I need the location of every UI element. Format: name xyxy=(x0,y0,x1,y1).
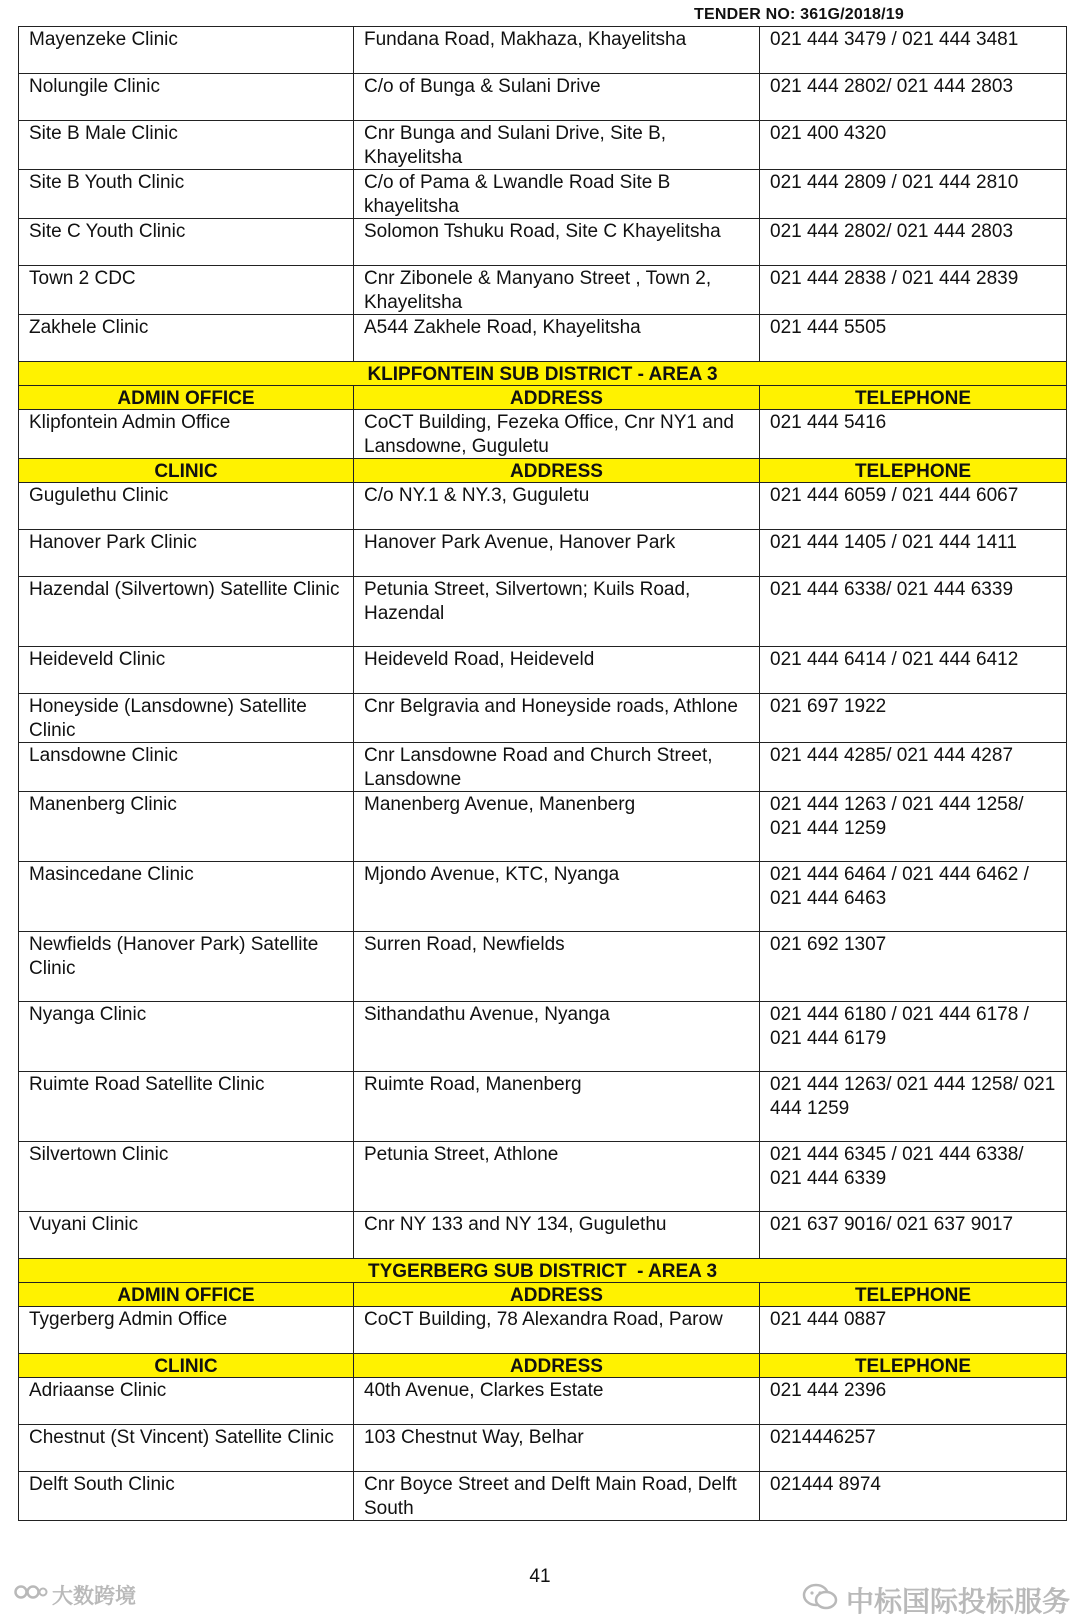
table-row xyxy=(19,1378,1067,1425)
table-row xyxy=(19,1212,1067,1259)
telephone-cell: 021 444 2838 / 021 444 2839 xyxy=(760,266,1067,315)
logo-icon xyxy=(14,1582,48,1608)
telephone-cell: 021 444 2802/ 021 444 2803 xyxy=(760,74,1067,121)
table-row xyxy=(19,932,1067,1002)
telephone-cell: 021 444 6345 / 021 444 6338/ 021 444 6339 xyxy=(760,1142,1067,1212)
address-cell: A544 Zakhele Road, Khayelitsha xyxy=(354,315,760,362)
table-row xyxy=(19,410,1067,459)
telephone-cell: 021 697 1922 xyxy=(760,694,1067,743)
clinic-name-cell: Nyanga Clinic xyxy=(19,1002,354,1072)
column-header: TELEPHONE xyxy=(760,459,1067,483)
table-row xyxy=(19,121,1067,170)
watermark-right xyxy=(802,1580,1070,1620)
clinic-name-cell: Klipfontein Admin Office xyxy=(19,410,354,459)
address-cell: C/o of Bunga & Sulani Drive xyxy=(354,74,760,121)
address-cell: 40th Avenue, Clarkes Estate xyxy=(354,1378,760,1425)
column-header: CLINIC xyxy=(19,459,354,483)
address-cell: CoCT Building, Fezeka Office, Cnr NY1 and Lansdowne, Guguletu xyxy=(354,410,760,459)
clinic-name-cell: Lansdowne Clinic xyxy=(19,743,354,792)
address-cell: Ruimte Road, Manenberg xyxy=(354,1072,760,1142)
telephone-cell: 021 444 6180 / 021 444 6178 / 021 444 6179 xyxy=(760,1002,1067,1072)
table-row xyxy=(19,647,1067,694)
clinic-table xyxy=(18,26,1067,1521)
header-row xyxy=(19,386,1067,410)
table-row xyxy=(19,1002,1067,1072)
telephone-cell: 021 400 4320 xyxy=(760,121,1067,170)
watermark-left xyxy=(14,1580,136,1610)
address-cell: Petunia Street, Silvertown; Kuils Road, Hazendal xyxy=(354,577,760,647)
section-title: TYGERBERG SUB DISTRICT - AREA 3 xyxy=(19,1259,1067,1283)
telephone-cell: 021 444 1405 / 021 444 1411 xyxy=(760,530,1067,577)
telephone-cell: 021 444 2809 / 021 444 2810 xyxy=(760,170,1067,219)
telephone-cell: 021 444 1263 / 021 444 1258/ 021 444 1259 xyxy=(760,792,1067,862)
telephone-cell: 021 444 2802/ 021 444 2803 xyxy=(760,219,1067,266)
clinic-name-cell: Site C Youth Clinic xyxy=(19,219,354,266)
address-cell: CoCT Building, 78 Alexandra Road, Parow xyxy=(354,1307,760,1354)
address-cell: Mjondo Avenue, KTC, Nyanga xyxy=(354,862,760,932)
telephone-cell: 021 444 5416 xyxy=(760,410,1067,459)
telephone-cell: 021 444 6414 / 021 444 6412 xyxy=(760,647,1067,694)
table-row xyxy=(19,1472,1067,1521)
clinic-name-cell: Ruimte Road Satellite Clinic xyxy=(19,1072,354,1142)
table-row xyxy=(19,1425,1067,1472)
address-cell: C/o of Pama & Lwandle Road Site B khayelitsha xyxy=(354,170,760,219)
clinic-name-cell: Tygerberg Admin Office xyxy=(19,1307,354,1354)
clinic-name-cell: Site B Youth Clinic xyxy=(19,170,354,219)
clinic-name-cell: Hanover Park Clinic xyxy=(19,530,354,577)
table-row xyxy=(19,1072,1067,1142)
telephone-cell: 021 444 5505 xyxy=(760,315,1067,362)
column-header: ADDRESS xyxy=(354,459,760,483)
clinic-name-cell: Silvertown Clinic xyxy=(19,1142,354,1212)
column-header: TELEPHONE xyxy=(760,386,1067,410)
clinic-name-cell: Zakhele Clinic xyxy=(19,315,354,362)
clinic-name-cell: Nolungile Clinic xyxy=(19,74,354,121)
telephone-cell: 021 444 3479 / 021 444 3481 xyxy=(760,27,1067,74)
telephone-cell: 021 444 1263/ 021 444 1258/ 021 444 1259 xyxy=(760,1072,1067,1142)
clinic-name-cell: Manenberg Clinic xyxy=(19,792,354,862)
column-header: ADMIN OFFICE xyxy=(19,1283,354,1307)
column-header: TELEPHONE xyxy=(760,1354,1067,1378)
column-header: ADMIN OFFICE xyxy=(19,386,354,410)
wechat-icon xyxy=(802,1583,838,1618)
address-cell: 103 Chestnut Way, Belhar xyxy=(354,1425,760,1472)
clinic-name-cell: Town 2 CDC xyxy=(19,266,354,315)
address-cell: Surren Road, Newfields xyxy=(354,932,760,1002)
clinic-name-cell: Delft South Clinic xyxy=(19,1472,354,1521)
section-title: KLIPFONTEIN SUB DISTRICT - AREA 3 xyxy=(19,362,1067,386)
column-header: ADDRESS xyxy=(354,1283,760,1307)
clinic-name-cell: Heideveld Clinic xyxy=(19,647,354,694)
header-row xyxy=(19,1354,1067,1378)
watermark-left-text: 大数跨境 xyxy=(52,1585,136,1608)
clinic-name-cell: Mayenzeke Clinic xyxy=(19,27,354,74)
address-cell: Cnr Lansdowne Road and Church Street, Lansdowne xyxy=(354,743,760,792)
telephone-cell: 021 444 6464 / 021 444 6462 / 021 444 6463 xyxy=(760,862,1067,932)
table-row xyxy=(19,27,1067,74)
telephone-cell: 021 444 4285/ 021 444 4287 xyxy=(760,743,1067,792)
table-row xyxy=(19,694,1067,743)
table-row xyxy=(19,530,1067,577)
table-row xyxy=(19,170,1067,219)
table-row xyxy=(19,483,1067,530)
telephone-cell: 0214446257 xyxy=(760,1425,1067,1472)
tender-number: TENDER NO: 361G/2018/19 xyxy=(693,6,904,23)
column-header: CLINIC xyxy=(19,1354,354,1378)
address-cell: Heideveld Road, Heideveld xyxy=(354,647,760,694)
table-row xyxy=(19,219,1067,266)
table-row xyxy=(19,862,1067,932)
telephone-cell: 021 444 6059 / 021 444 6067 xyxy=(760,483,1067,530)
address-cell: Cnr Bunga and Sulani Drive, Site B, Khayelitsha xyxy=(354,121,760,170)
telephone-cell: 021 444 2396 xyxy=(760,1378,1067,1425)
table-row xyxy=(19,1142,1067,1212)
address-cell: Cnr NY 133 and NY 134, Gugulethu xyxy=(354,1212,760,1259)
table-row xyxy=(19,743,1067,792)
address-cell: Hanover Park Avenue, Hanover Park xyxy=(354,530,760,577)
clinic-name-cell: Gugulethu Clinic xyxy=(19,483,354,530)
telephone-cell: 021 692 1307 xyxy=(760,932,1067,1002)
section-title-row xyxy=(19,1259,1067,1283)
telephone-cell: 021444 8974 xyxy=(760,1472,1067,1521)
clinic-name-cell: Masincedane Clinic xyxy=(19,862,354,932)
address-cell: Cnr Belgravia and Honeyside roads, Athlone xyxy=(354,694,760,743)
clinic-name-cell: Hazendal (Silvertown) Satellite Clinic xyxy=(19,577,354,647)
table-row xyxy=(19,266,1067,315)
page-number: 41 xyxy=(529,1566,551,1587)
clinic-name-cell: Vuyani Clinic xyxy=(19,1212,354,1259)
address-cell: Petunia Street, Athlone xyxy=(354,1142,760,1212)
table-row xyxy=(19,315,1067,362)
address-cell: C/o NY.1 & NY.3, Guguletu xyxy=(354,483,760,530)
watermark-right-text: 中标国际投标服务 xyxy=(845,1586,1070,1617)
address-cell: Manenberg Avenue, Manenberg xyxy=(354,792,760,862)
header-row xyxy=(19,1283,1067,1307)
address-cell: Solomon Tshuku Road, Site C Khayelitsha xyxy=(354,219,760,266)
table-row xyxy=(19,1307,1067,1354)
table-row xyxy=(19,74,1067,121)
column-header: TELEPHONE xyxy=(760,1283,1067,1307)
telephone-cell: 021 444 6338/ 021 444 6339 xyxy=(760,577,1067,647)
table-row xyxy=(19,792,1067,862)
header-row xyxy=(19,459,1067,483)
table-row xyxy=(19,577,1067,647)
clinic-name-cell: Chestnut (St Vincent) Satellite Clinic xyxy=(19,1425,354,1472)
column-header: ADDRESS xyxy=(354,1354,760,1378)
address-cell: Cnr Zibonele & Manyano Street , Town 2, Khayelitsha xyxy=(354,266,760,315)
telephone-cell: 021 444 0887 xyxy=(760,1307,1067,1354)
address-cell: Sithandathu Avenue, Nyanga xyxy=(354,1002,760,1072)
section-title-row xyxy=(19,362,1067,386)
address-cell: Fundana Road, Makhaza, Khayelitsha xyxy=(354,27,760,74)
address-cell: Cnr Boyce Street and Delft Main Road, Delft South xyxy=(354,1472,760,1521)
column-header: ADDRESS xyxy=(354,386,760,410)
clinic-name-cell: Newfields (Hanover Park) Satellite Clinic xyxy=(19,932,354,1002)
clinic-name-cell: Honeyside (Lansdowne) Satellite Clinic xyxy=(19,694,354,743)
clinic-name-cell: Site B Male Clinic xyxy=(19,121,354,170)
telephone-cell: 021 637 9016/ 021 637 9017 xyxy=(760,1212,1067,1259)
clinic-name-cell: Adriaanse Clinic xyxy=(19,1378,354,1425)
